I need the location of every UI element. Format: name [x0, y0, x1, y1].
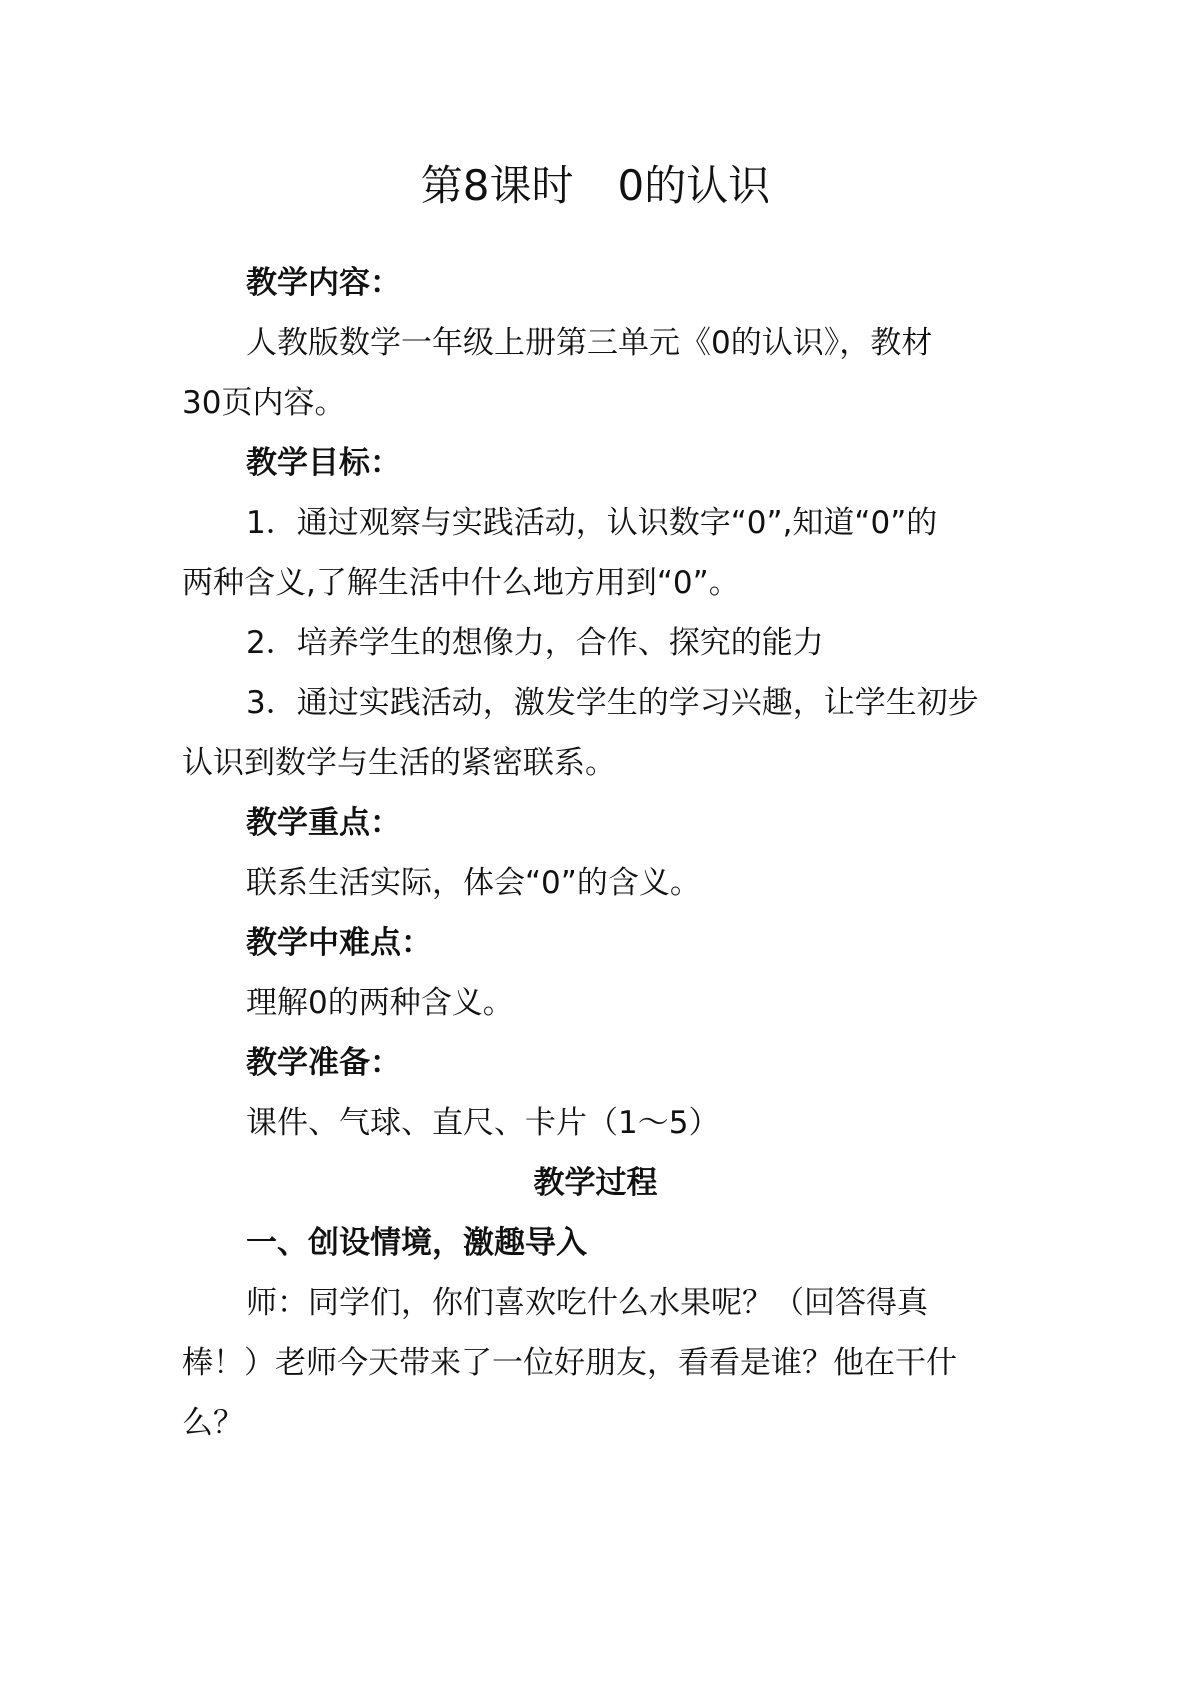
- key-point-text: 联系生活实际，体会“0”的含义。: [246, 865, 701, 901]
- step-1-line-3: 么？: [182, 1405, 244, 1441]
- preparation-heading: 教学准备：: [246, 1045, 401, 1081]
- page-title: [0, 158, 1191, 214]
- goals-heading: 教学目标：: [246, 445, 401, 481]
- key-point-heading: 教学重点：: [246, 805, 401, 841]
- step-1-line-1: 师：同学们，你们喜欢吃什么水果呢？（回答得真: [246, 1285, 928, 1321]
- content-text-line-1: 人教版数学一年级上册第三单元《0的认识》，教材: [246, 325, 933, 361]
- preparation-text: 课件、气球、直尺、卡片（1～5）: [246, 1105, 720, 1141]
- process-heading: 教学过程: [533, 1165, 658, 1201]
- goal-1-line-1: 1．通过观察与实践活动，认识数字“0”,知道“0”的: [246, 505, 938, 541]
- goal-1-line-2: 两种含义,了解生活中什么地方用到“0”。: [182, 565, 740, 601]
- title-lesson-number: 第8课时: [420, 161, 574, 210]
- goal-3-line-2: 认识到数学与生活的紧密联系。: [182, 745, 616, 781]
- step-1-line-2: 棒！）老师今天带来了一位好朋友，看看是谁？他在干什: [182, 1345, 957, 1381]
- goal-3-line-1: 3．通过实践活动，激发学生的学习兴趣，让学生初步: [246, 685, 979, 721]
- difficult-point-heading: 教学中难点：: [246, 925, 432, 961]
- content-heading: 教学内容：: [246, 265, 401, 301]
- step-1-heading: 一、创设情境，激趣导入: [246, 1225, 587, 1261]
- content-text-line-2: 30页内容。: [182, 385, 346, 421]
- title-topic: 0的认识: [617, 161, 771, 210]
- goal-2-line-1: 2．培养学生的想像力，合作、探究的能力: [246, 625, 824, 661]
- difficult-point-text: 理解0的两种含义。: [246, 985, 514, 1021]
